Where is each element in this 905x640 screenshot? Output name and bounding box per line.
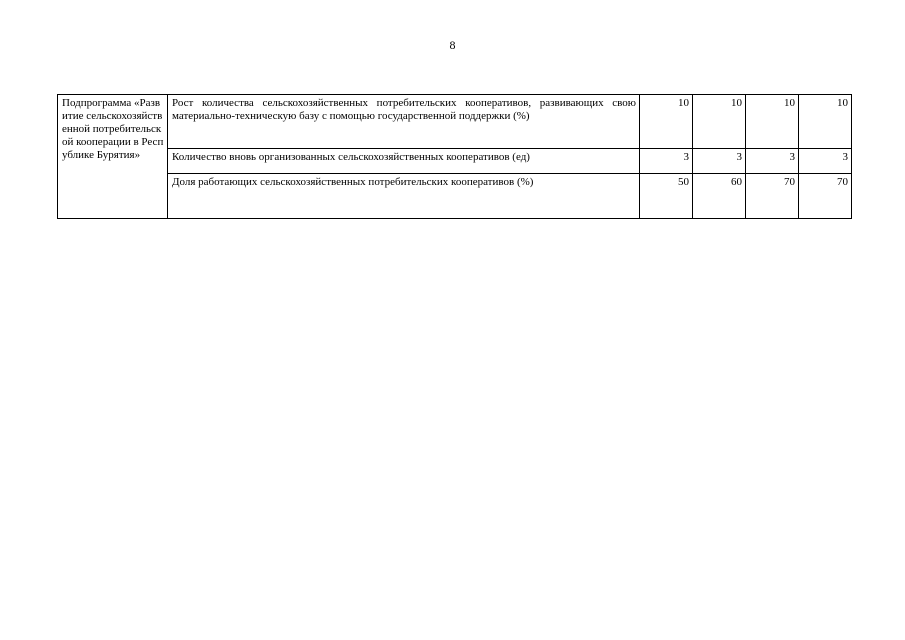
value-cell: 10 [746,95,799,149]
value-cell: 60 [693,174,746,219]
value-cell: 3 [640,149,693,174]
value-cell: 3 [746,149,799,174]
value-cell: 10 [799,95,852,149]
indicators-table [57,94,852,219]
value-cell: 70 [799,174,852,219]
value-cell: 3 [693,149,746,174]
table-row [58,174,852,219]
value-cell: 3 [799,149,852,174]
page-number: 8 [449,38,456,52]
value-cell: 70 [746,174,799,219]
value-cell: 50 [640,174,693,219]
subprogram-name-cell: Подпрограмма «Развитие сельскохозяйственной потребительской кооперации в Республике Бурятия» [58,95,168,219]
indicator-cell: Количество вновь организованных сельскохозяйственных кооперативов (ед) [168,149,640,174]
indicator-cell: Рост количества сельскохозяйственных потребительских кооперативов, развивающих свою материально-техническую базу с помощью государственной поддержки (%) [168,95,640,149]
value-cell: 10 [693,95,746,149]
value-cell: 10 [640,95,693,149]
table-row [58,95,852,149]
indicator-cell: Доля работающих сельскохозяйственных потребительских кооперативов (%) [168,174,640,219]
table-row [58,149,852,174]
